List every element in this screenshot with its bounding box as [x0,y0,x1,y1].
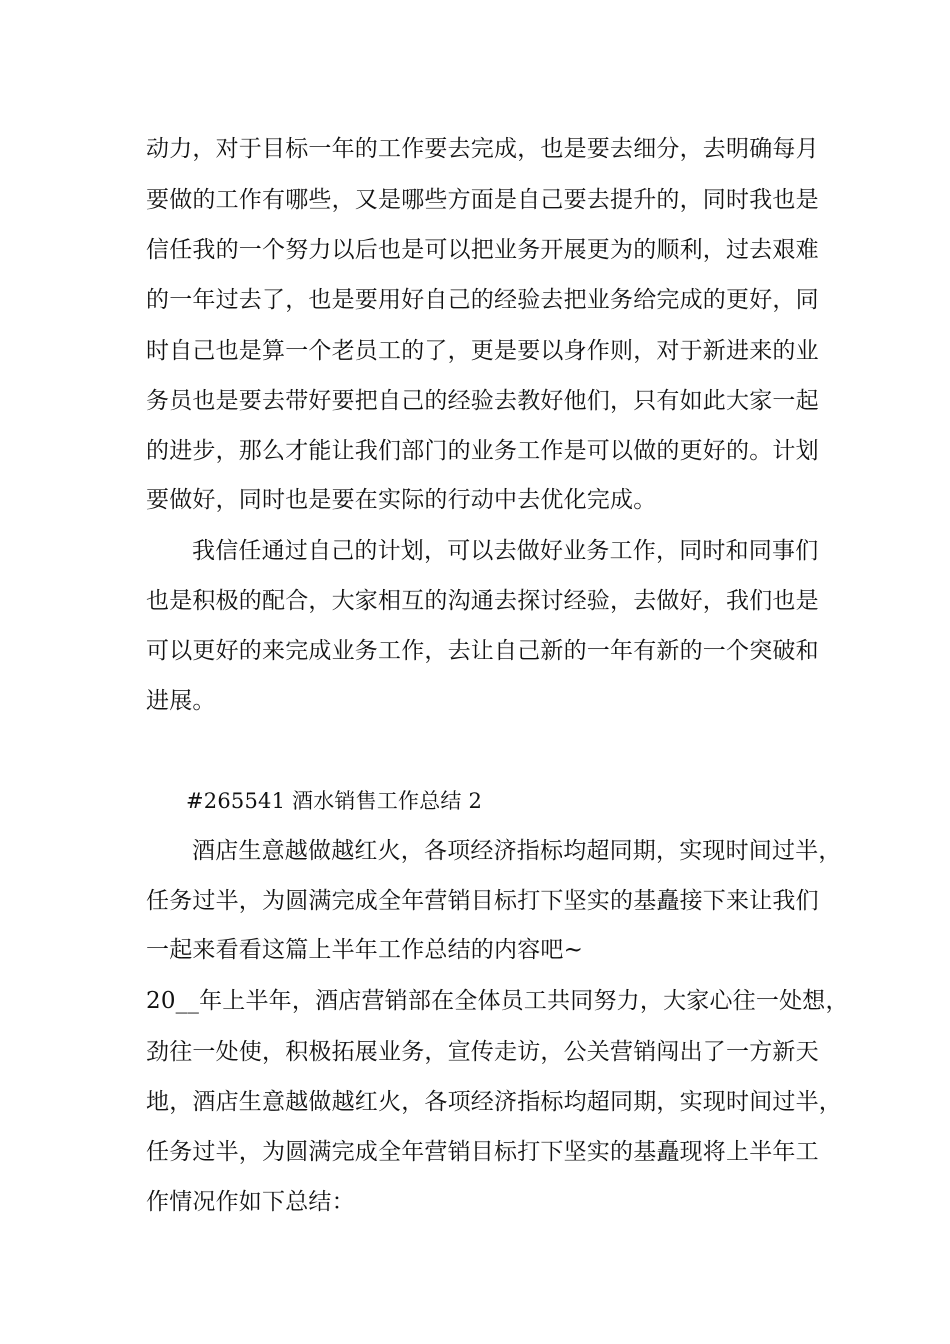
para2-line-4: 进展。 [146,688,216,714]
intro-line-3: 一起来看看这篇上半年工作总结的内容吧~ [146,937,584,963]
intro-line-2: 任务过半，为圆满完成全年营销目标打下坚实的基矗接下来让我们 [146,888,819,914]
para3-line-4: 任务过半，为圆满完成全年营销目标打下坚实的基矗现将上半年工 [146,1139,819,1165]
para1-line-7: 的进步，那么才能让我们部门的业务工作是可以做的更好的。计划 [146,438,819,464]
para2-line-1: 我信任通过自己的计划，可以去做好业务工作，同时和同事们 [192,538,819,564]
para1-line-2: 要做的工作有哪些，又是哪些方面是自己要去提升的，同时我也是 [146,187,819,213]
para3-line-2: 劲往一处使，积极拓展业务，宣传走访，公关营销闯出了一方新天 [146,1039,819,1065]
para1-line-1: 动力，对于目标一年的工作要去完成，也是要去细分，去明确每月 [146,136,819,162]
intro-line-1: 酒店生意越做越红火，各项经济指标均超同期，实现时间过半， [192,838,842,864]
para3-line-5: 作情况作如下总结： [146,1189,355,1215]
para1-line-5: 时自己也是算一个老员工的了，更是要以身作则，对于新进来的业 [146,338,819,364]
para1-line-6: 务员也是要去带好要把自己的经验去教好他们，只有如此大家一起 [146,388,819,414]
para2-line-2: 也是积极的配合，大家相互的沟通去探讨经验，去做好，我们也是 [146,588,819,614]
para2-line-3: 可以更好的来完成业务工作，去让自己新的一年有新的一个突破和 [146,638,819,664]
para3-line-1: 20__年上半年，酒店营销部在全体员工共同努力，大家心往一处想， [146,988,849,1014]
para1-line-4: 的一年过去了，也是要用好自己的经验去把业务给完成的更好，同 [146,287,819,313]
para3-line-3: 地，酒店生意越做越红火，各项经济指标均超同期，实现时间过半， [146,1089,842,1115]
section-heading: #265541 酒水销售工作总结 2 [186,789,483,813]
para1-line-8: 要做好，同时也是要在实际的行动中去优化完成。 [146,487,657,513]
para1-line-3: 信任我的一个努力以后也是可以把业务开展更为的顺利，过去艰难 [146,237,819,263]
